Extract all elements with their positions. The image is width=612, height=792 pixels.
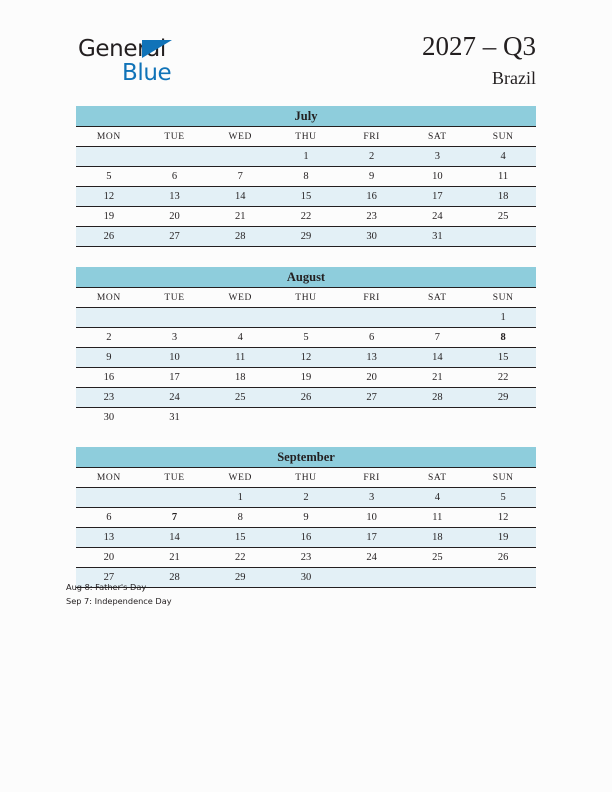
day-cell-holiday[interactable]: 7 xyxy=(142,508,208,528)
day-cell[interactable]: 6 xyxy=(339,328,405,348)
day-cell[interactable]: 31 xyxy=(405,227,471,247)
day-cell[interactable]: 29 xyxy=(470,388,536,408)
day-cell[interactable]: 16 xyxy=(76,368,142,388)
day-cell[interactable]: 19 xyxy=(273,368,339,388)
day-cell[interactable]: 30 xyxy=(273,568,339,588)
day-cell[interactable]: 21 xyxy=(207,207,273,227)
day-cell-empty xyxy=(142,488,208,508)
day-cell[interactable]: 20 xyxy=(76,548,142,568)
day-cell[interactable]: 29 xyxy=(273,227,339,247)
day-cell[interactable]: 3 xyxy=(405,147,471,167)
day-cell[interactable]: 3 xyxy=(142,328,208,348)
day-cell[interactable]: 22 xyxy=(470,368,536,388)
day-cell[interactable]: 9 xyxy=(76,348,142,368)
day-cell[interactable]: 1 xyxy=(273,147,339,167)
day-cell[interactable]: 23 xyxy=(273,548,339,568)
day-cell-empty xyxy=(273,408,339,428)
day-cell[interactable]: 17 xyxy=(405,187,471,207)
holiday-legend xyxy=(66,580,466,608)
day-cell[interactable]: 4 xyxy=(207,328,273,348)
page-subtitle-country: Brazil xyxy=(492,68,536,88)
day-cell-empty xyxy=(142,147,208,167)
day-cell[interactable]: 15 xyxy=(273,187,339,207)
weekday-header-row xyxy=(76,468,536,488)
day-cell[interactable]: 31 xyxy=(169,412,180,423)
day-cell-empty xyxy=(76,308,142,328)
day-cell-empty xyxy=(142,308,208,328)
title-block xyxy=(422,30,536,90)
day-cell[interactable]: 23 xyxy=(76,388,142,408)
day-cell[interactable]: 27 xyxy=(339,388,405,408)
weekday-header-thu: THU xyxy=(273,288,339,308)
day-cell[interactable]: 17 xyxy=(339,528,405,548)
day-cell-empty xyxy=(273,308,339,328)
day-cell-empty xyxy=(405,308,471,328)
day-cell[interactable]: 26 xyxy=(76,227,142,247)
day-cell[interactable]: 5 xyxy=(470,488,536,508)
weekday-header-sat: SAT xyxy=(405,288,471,308)
day-cell[interactable]: 2 xyxy=(339,147,405,167)
weekday-header-sun: SUN xyxy=(470,127,536,147)
day-cell-empty xyxy=(405,408,471,428)
weekday-header-sat: SAT xyxy=(405,468,471,488)
weekday-header-wed: WED xyxy=(207,127,273,147)
day-cell[interactable]: 26 xyxy=(470,548,536,568)
weekday-header-sun: SUN xyxy=(470,288,536,308)
page-title: 2027 – Q3 xyxy=(422,31,536,61)
day-cell-empty xyxy=(470,568,536,588)
day-cell[interactable]: 23 xyxy=(339,207,405,227)
page-header xyxy=(0,0,612,100)
day-cell[interactable]: 10 xyxy=(142,348,208,368)
day-cell[interactable]: 10 xyxy=(405,167,471,187)
day-cell[interactable]: 24 xyxy=(142,388,208,408)
weekday-header-wed: WED xyxy=(207,468,273,488)
day-cell[interactable]: 28 xyxy=(405,388,471,408)
day-cell[interactable]: 12 xyxy=(76,187,142,207)
day-cell[interactable]: 28 xyxy=(142,568,208,588)
week-row xyxy=(76,227,536,247)
day-cell[interactable]: 18 xyxy=(470,187,536,207)
day-cell[interactable]: 8 xyxy=(273,167,339,187)
day-cell[interactable]: 25 xyxy=(405,548,471,568)
week-row xyxy=(76,408,536,428)
day-cell[interactable]: 30 xyxy=(103,412,115,423)
day-cell[interactable]: 30 xyxy=(339,227,405,247)
day-cell[interactable]: 22 xyxy=(207,548,273,568)
day-cell[interactable]: 5 xyxy=(76,167,142,187)
day-cell[interactable]: 7 xyxy=(207,167,273,187)
day-cell[interactable]: 12 xyxy=(273,348,339,368)
weekday-header-row xyxy=(76,127,536,147)
day-cell[interactable]: 9 xyxy=(273,508,339,528)
day-cell[interactable]: 2 xyxy=(76,328,142,348)
day-cell[interactable]: 6 xyxy=(142,167,208,187)
month-grid xyxy=(76,288,536,427)
day-cell[interactable]: 15 xyxy=(207,528,273,548)
weekday-header-mon: MON xyxy=(76,127,142,147)
day-cell[interactable]: 18 xyxy=(207,368,273,388)
week-row xyxy=(76,368,536,388)
day-cell[interactable]: 21 xyxy=(142,548,208,568)
day-cell[interactable]: 29 xyxy=(207,568,273,588)
legend-item: Aug 8: Father's Day xyxy=(66,582,147,592)
weekday-header-fri: FRI xyxy=(339,468,405,488)
day-cell[interactable]: 25 xyxy=(207,388,273,408)
day-cell[interactable]: 13 xyxy=(142,187,208,207)
day-cell[interactable]: 28 xyxy=(207,227,273,247)
day-cell[interactable]: 27 xyxy=(76,568,142,588)
day-cell[interactable]: 12 xyxy=(470,508,536,528)
weekday-header-wed: WED xyxy=(207,288,273,308)
day-cell[interactable]: 14 xyxy=(142,528,208,548)
day-cell[interactable]: 25 xyxy=(470,207,536,227)
day-cell[interactable]: 19 xyxy=(470,528,536,548)
day-cell-empty xyxy=(470,227,536,247)
day-cell[interactable]: 18 xyxy=(405,528,471,548)
week-row xyxy=(76,167,536,187)
weekday-header-fri: FRI xyxy=(339,288,405,308)
month-title: July xyxy=(76,106,536,127)
day-cell-empty xyxy=(339,308,405,328)
weekday-header-fri: FRI xyxy=(339,127,405,147)
day-cell-empty xyxy=(207,308,273,328)
logo-text-blue: Blue xyxy=(122,60,172,86)
month-block-september xyxy=(76,447,536,588)
day-cell[interactable]: 24 xyxy=(405,207,471,227)
weekday-header-sat: SAT xyxy=(405,127,471,147)
week-row xyxy=(76,187,536,207)
week-row xyxy=(76,388,536,408)
day-cell[interactable]: 1 xyxy=(207,488,273,508)
day-cell[interactable]: 7 xyxy=(405,328,471,348)
day-cell-holiday[interactable]: 8 xyxy=(470,328,536,348)
week-row xyxy=(76,508,536,528)
week-row xyxy=(76,147,536,167)
day-cell[interactable]: 4 xyxy=(470,147,536,167)
legend-item: Sep 7: Independence Day xyxy=(66,596,172,606)
day-cell[interactable]: 22 xyxy=(273,207,339,227)
weekday-header-thu: THU xyxy=(273,468,339,488)
month-title: August xyxy=(76,267,536,288)
weekday-header-row xyxy=(76,288,536,308)
weekday-header-tue: TUE xyxy=(142,127,208,147)
logo-text-general: General xyxy=(78,36,166,62)
day-cell[interactable]: 24 xyxy=(339,548,405,568)
weekday-header-thu: THU xyxy=(273,127,339,147)
day-cell[interactable]: 20 xyxy=(339,368,405,388)
logo-triangle-icon xyxy=(142,40,172,58)
day-cell[interactable]: 21 xyxy=(405,368,471,388)
day-cell[interactable]: 4 xyxy=(405,488,471,508)
day-cell[interactable]: 14 xyxy=(207,187,273,207)
day-cell[interactable]: 5 xyxy=(273,328,339,348)
day-cell[interactable]: 3 xyxy=(339,488,405,508)
weekday-header-sun: SUN xyxy=(470,468,536,488)
calendar-months xyxy=(76,106,536,608)
month-grid xyxy=(76,468,536,588)
week-row xyxy=(76,488,536,508)
week-row xyxy=(76,548,536,568)
day-cell[interactable]: 9 xyxy=(339,167,405,187)
day-cell[interactable]: 14 xyxy=(405,348,471,368)
day-cell[interactable]: 1 xyxy=(470,308,536,328)
month-title: September xyxy=(76,447,536,468)
day-cell[interactable]: 10 xyxy=(339,508,405,528)
day-cell-empty xyxy=(76,147,142,167)
day-cell[interactable]: 11 xyxy=(207,348,273,368)
week-row xyxy=(76,207,536,227)
day-cell[interactable]: 27 xyxy=(142,227,208,247)
week-row xyxy=(76,348,536,368)
month-grid xyxy=(76,127,536,247)
day-cell[interactable]: 15 xyxy=(470,348,536,368)
general-blue-logo xyxy=(78,36,268,92)
day-cell[interactable]: 17 xyxy=(142,368,208,388)
day-cell-empty xyxy=(339,408,405,428)
weekday-header-mon: MON xyxy=(76,288,142,308)
day-cell[interactable]: 13 xyxy=(76,528,142,548)
weekday-header-tue: TUE xyxy=(142,288,208,308)
day-cell[interactable]: 19 xyxy=(76,207,142,227)
day-cell-empty xyxy=(207,408,273,428)
day-cell[interactable]: 16 xyxy=(273,528,339,548)
day-cell[interactable]: 26 xyxy=(273,388,339,408)
week-row xyxy=(76,308,536,328)
weekday-header-tue: TUE xyxy=(142,468,208,488)
day-cell[interactable]: 20 xyxy=(142,207,208,227)
day-cell[interactable]: 8 xyxy=(207,508,273,528)
weekday-header-mon: MON xyxy=(76,468,142,488)
day-cell[interactable]: 11 xyxy=(405,508,471,528)
day-cell-empty xyxy=(470,408,536,428)
day-cell[interactable]: 6 xyxy=(76,508,142,528)
day-cell[interactable]: 11 xyxy=(470,167,536,187)
month-block-july xyxy=(76,106,536,247)
day-cell-empty xyxy=(207,147,273,167)
day-cell-empty xyxy=(76,488,142,508)
day-cell[interactable]: 13 xyxy=(339,348,405,368)
month-block-august xyxy=(76,267,536,427)
day-cell[interactable]: 2 xyxy=(273,488,339,508)
week-row xyxy=(76,328,536,348)
day-cell[interactable]: 16 xyxy=(339,187,405,207)
week-row xyxy=(76,528,536,548)
